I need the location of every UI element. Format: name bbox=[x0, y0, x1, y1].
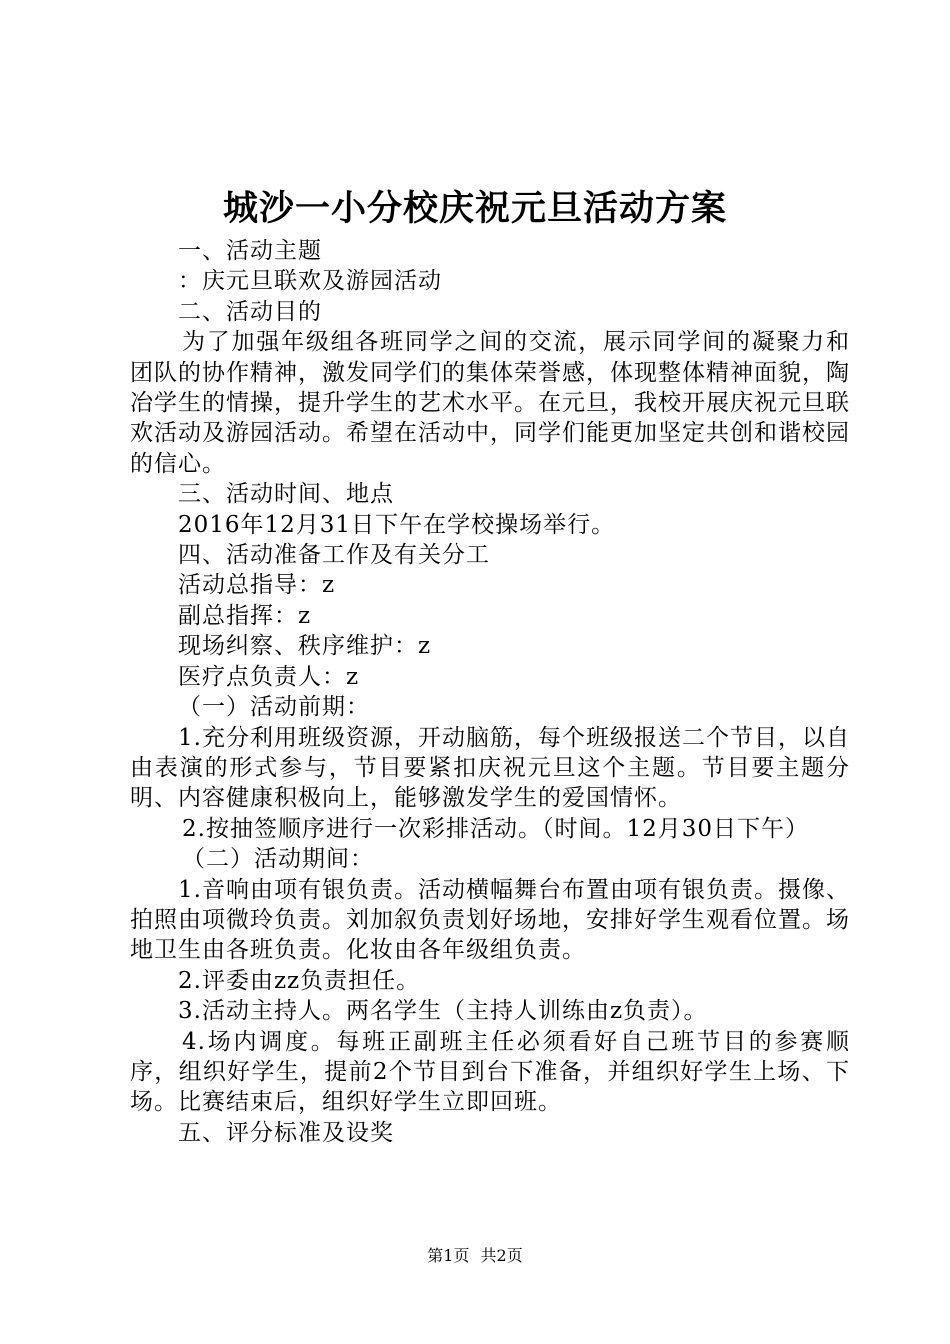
subsection-heading-during-event: （二）活动期间： bbox=[182, 846, 374, 873]
pre-event-item-2: 2.按抽签顺序进行一次彩排活动。（时间。12月30日下午） bbox=[182, 815, 809, 842]
during-event-item-4: 4.场内调度。每班正副班主任必须看好自己班节目的参赛顺序，组织好学生，提前2个节目到台下准备，并组织好学生上场、下场。比赛结束后，组织好学生立即回班。 bbox=[130, 1028, 850, 1116]
during-event-item-1: 1.音响由项有银负责。活动横幅舞台布置由项有银负责。摄像、拍照由项微玲负责。刘加叙负责划好场地，安排好学生观看位置。场地卫生由各班负责。化妆由各年级组负责。 bbox=[130, 876, 850, 964]
section-heading-theme: 一、活动主题 bbox=[178, 238, 322, 264]
section-heading-purpose: 二、活动目的 bbox=[178, 298, 322, 325]
role-medical: 医疗点负责人：z bbox=[178, 663, 360, 690]
purpose-paragraph: 为了加强年级组各班同学之间的交流，展示同学间的凝聚力和团队的协作精神，激发同学们的集体荣誉感，体现整体精神面貌，陶冶学生的情操，提升学生的艺术水平。在元旦，我校开展庆祝元旦联欢活动及游园活动。希望在活动中，同学们能更加坚定共创和谐校园的信心。 bbox=[130, 329, 850, 477]
section-heading-preparation: 四、活动准备工作及有关分工 bbox=[178, 542, 490, 569]
page-number: 第1页 bbox=[427, 1246, 470, 1265]
section-heading-scoring: 五、评分标准及设奖 bbox=[178, 1119, 394, 1146]
role-deputy-commander: 副总指挥：z bbox=[178, 602, 312, 629]
role-general-director: 活动总指导：z bbox=[178, 572, 336, 599]
theme-text: ：庆元旦联欢及游园活动 bbox=[178, 268, 442, 295]
subsection-heading-pre-event: （一）活动前期： bbox=[178, 694, 370, 721]
role-order-keeping: 现场纠察、秩序维护：z bbox=[178, 633, 432, 660]
page-total: 共2页 bbox=[480, 1246, 523, 1265]
document-body bbox=[130, 236, 850, 1148]
pre-event-item-1: 1.充分利用班级资源，开动脑筋，每个班级报送二个节目，以自由表演的形式参与，节目要紧扣庆祝元旦这个主题。节目要主题分明、内容健康积极向上，能够激发学生的爱国情怀。 bbox=[130, 724, 850, 812]
page-footer bbox=[0, 1246, 950, 1266]
section-heading-time-place: 三、活动时间、地点 bbox=[178, 481, 394, 508]
document-title: 城沙一小分校庆祝元旦活动方案 bbox=[222, 188, 727, 229]
during-event-item-2: 2.评委由zz负责担任。 bbox=[178, 967, 421, 994]
during-event-item-3: 3.活动主持人。两名学生（主持人训练由z负责）。 bbox=[178, 998, 708, 1025]
time-place-text: 2016年12月31日下午在学校操场举行。 bbox=[178, 511, 616, 538]
